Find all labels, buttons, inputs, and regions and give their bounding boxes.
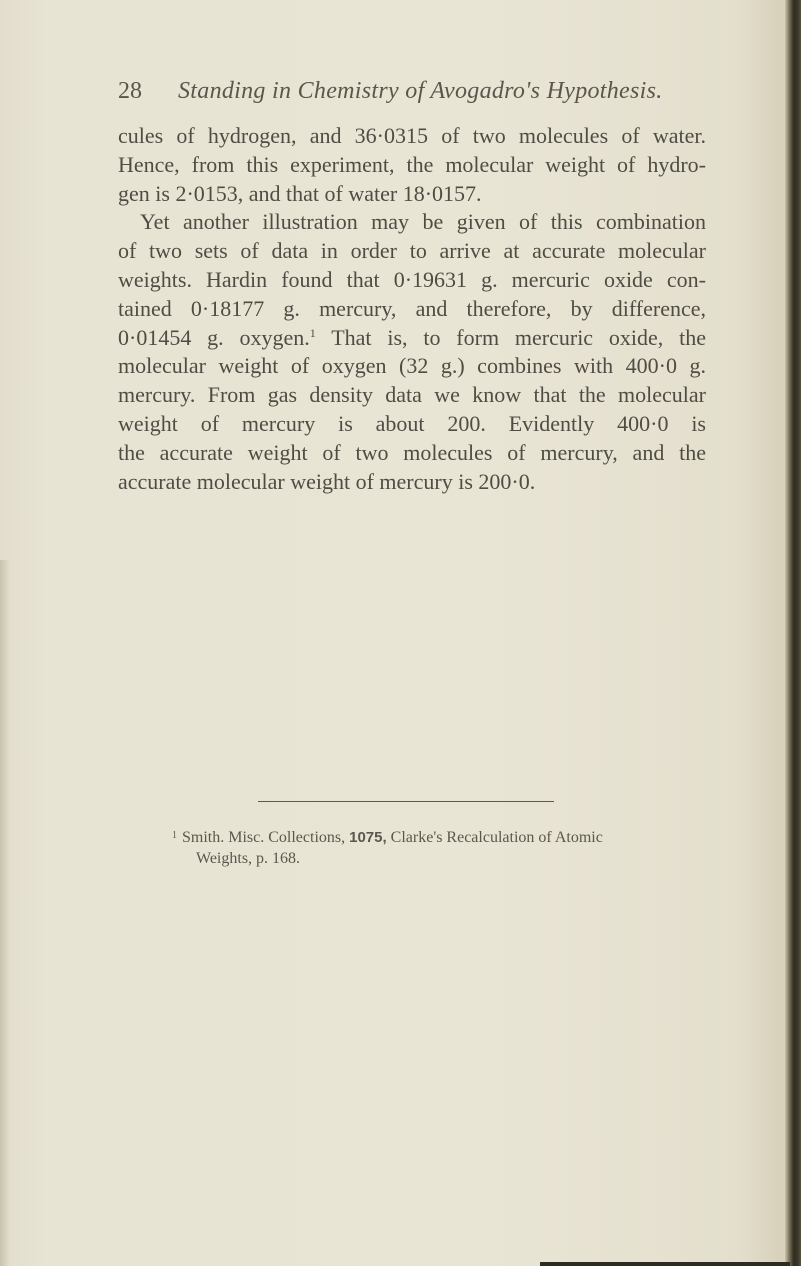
text-line: tained 0·18177 g. mercury, and therefore, by difference, bbox=[118, 295, 706, 321]
text-line: molecular weight of oxygen (32 g.) combines with 400·0 g. bbox=[118, 353, 706, 379]
text-line: Yet another illustration may be given of this combination bbox=[140, 209, 706, 235]
text-line: the accurate weight of two molecules of mercury, and the bbox=[118, 439, 706, 465]
text-segment: That is, to form mercuric oxide, the bbox=[331, 324, 706, 350]
footnote-text: Smith. Misc. Collections, bbox=[182, 829, 346, 846]
text-line: of two sets of data in order to arrive at accurate molecular bbox=[118, 238, 706, 264]
footnote-text: Clarke's Recalculation of Atomic bbox=[390, 829, 603, 846]
text-line: weight of mercury is about 200. Evidently 400·0 is bbox=[118, 410, 706, 436]
footnote-text-line-2: Weights, p. 168. bbox=[196, 850, 301, 867]
text-line: mercury. From gas density data we know that the molecular bbox=[118, 382, 706, 408]
footnote-reference: 1 bbox=[309, 325, 316, 340]
text-line: weights. Hardin found that 0·19631 g. mercuric oxide con- bbox=[118, 266, 706, 292]
text-line-with-footnote bbox=[118, 324, 706, 353]
page-number: 28 bbox=[118, 78, 142, 104]
gutter-shadow bbox=[0, 560, 10, 1266]
body-text bbox=[118, 122, 706, 496]
running-head bbox=[118, 74, 738, 108]
footnote-marker: 1 bbox=[172, 830, 177, 841]
text-line: accurate molecular weight of mercury is 200·0. bbox=[118, 468, 536, 494]
footnote-bold-number: 1075, bbox=[349, 829, 387, 846]
bottom-edge-line bbox=[540, 1262, 790, 1266]
footnote-divider bbox=[258, 801, 554, 802]
page-edge-shadow bbox=[785, 0, 801, 1266]
text-line: gen is 2·0153, and that of water 18·0157. bbox=[118, 180, 482, 206]
text-line: cules of hydrogen, and 36·0315 of two molecules of water. bbox=[118, 123, 706, 148]
text-line: Hence, from this experiment, the molecular weight of hydro- bbox=[118, 151, 706, 177]
header-title: Standing in Chemistry of Avogadro's Hypothesis. bbox=[178, 78, 663, 104]
footnote bbox=[172, 825, 692, 869]
text-segment: 0·01454 g. oxygen. bbox=[118, 324, 310, 350]
